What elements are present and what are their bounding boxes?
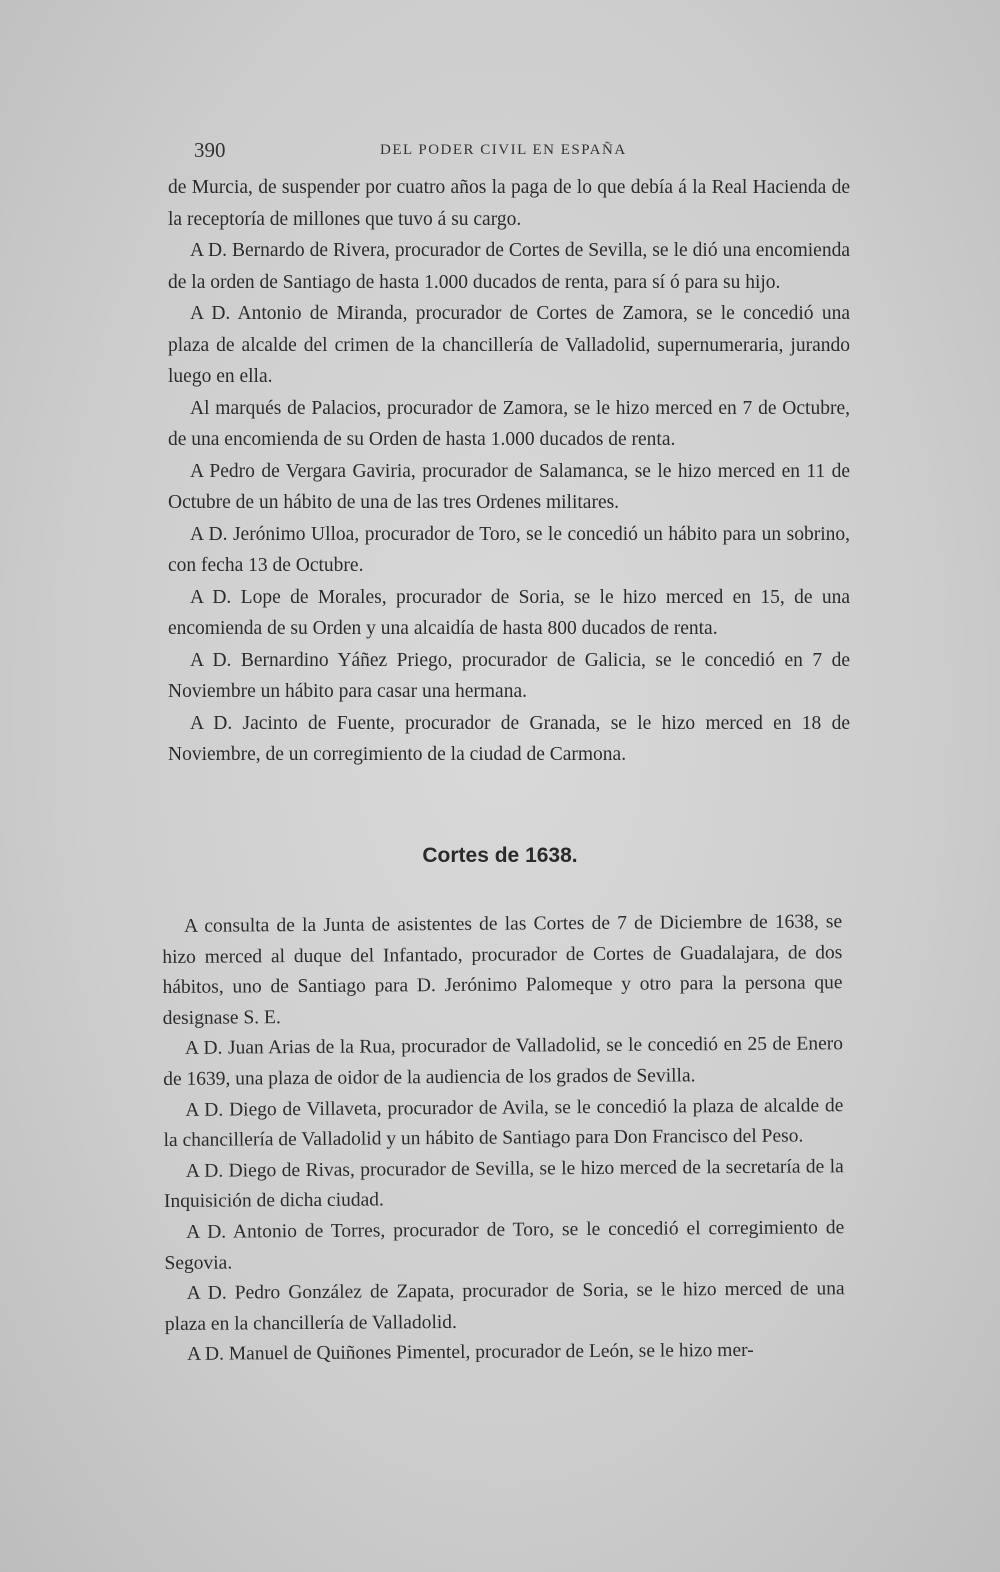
- paragraph: A D. Antonio de Torres, procurador de Toro, se le concedió el corregimiento de Segovia.: [164, 1217, 845, 1274]
- paragraph: Al marqués de Palacios, procurador de Zamora, se le hizo merced en 7 de Octubre, de una encomienda de su Orden de hasta 1.000 ducados de renta.: [168, 397, 850, 450]
- paragraph: A D. Manuel de Quiñones Pimentel, procurador de León, se le hizo mer-: [187, 1340, 754, 1366]
- paragraph: A D. Diego de Villaveta, procurador de Avila, se le concedió la plaza de alcalde de la chancillería de Valladolid y un hábito de Santiago para Don Francisco del Peso.: [163, 1094, 844, 1152]
- paragraph: A D. Bernardo de Rivera, procurador de Cortes de Sevilla, se le dió una encomienda de la orden de Santiago de hasta 1.000 ducados de renta, para sí ó para su hijo.: [168, 240, 850, 293]
- paragraph: A D. Bernardino Yáñez Priego, procurador de Galicia, se le concedió en 7 de Noviembre un hábito para casar una hermana.: [168, 649, 850, 702]
- paragraph: de Murcia, de suspender por cuatro años la paga de lo que debía á la Real Hacienda de la receptoría de millones que tuvo á su cargo.: [168, 177, 850, 230]
- page-number: 390: [194, 138, 226, 162]
- paragraph: A D. Lope de Morales, procurador de Soria, se le hizo merced en 15, de una encomienda de su Orden y una alcaidía de hasta 800 ducados de renta.: [168, 586, 850, 639]
- paragraph: A D. Jacinto de Fuente, procurador de Granada, se le hizo merced en 18 de Noviembre, de un corregimiento de la ciudad de Carmona.: [168, 712, 850, 765]
- paragraph: A D. Pedro González de Zapata, procurador de Soria, se le hizo merced de una plaza en la chancillería de Valladolid.: [164, 1278, 845, 1335]
- section-heading: Cortes de 1638.: [422, 844, 578, 867]
- paragraph: A consulta de la Junta de asistentes de las Cortes de 7 de Diciembre de 1638, se hizo merced al duque del Infantado, procurador de Cortes de Guadalajara, de dos hábitos, uno de Santiago para D. Jerónimo Palomeque y otro para la persona que designase S. E.: [162, 911, 843, 1029]
- body-text-lower: [162, 907, 845, 1371]
- paragraph: A D. Juan Arias de la Rua, procurador de Valladolid, se le concedió en 25 de Enero de 1639, una plaza de oidor de la audiencia de los grados de Sevilla.: [163, 1033, 844, 1090]
- paragraph: A D. Jerónimo Ulloa, procurador de Toro, se le concedió un hábito para un sobrino, con fecha 13 de Octubre.: [168, 523, 850, 576]
- paragraph: A D. Antonio de Miranda, procurador de Cortes de Zamora, se le concedió una plaza de alcalde del crimen de la chancillería de Valladolid, supernumeraria, jurando luego en ella.: [168, 303, 850, 387]
- paragraph: A Pedro de Vergara Gaviria, procurador de Salamanca, se le hizo merced en 11 de Octubre de un hábito de una de las tres Ordenes militares.: [168, 460, 850, 513]
- body-text-upper: [168, 172, 850, 771]
- paragraph: A D. Diego de Rivas, procurador de Sevilla, se le hizo merced de la secretaría de la Inquisición de dicha ciudad.: [163, 1155, 844, 1213]
- running-title: DEL PODER CIVIL EN ESPAÑA: [380, 142, 627, 158]
- page-header: [190, 138, 660, 164]
